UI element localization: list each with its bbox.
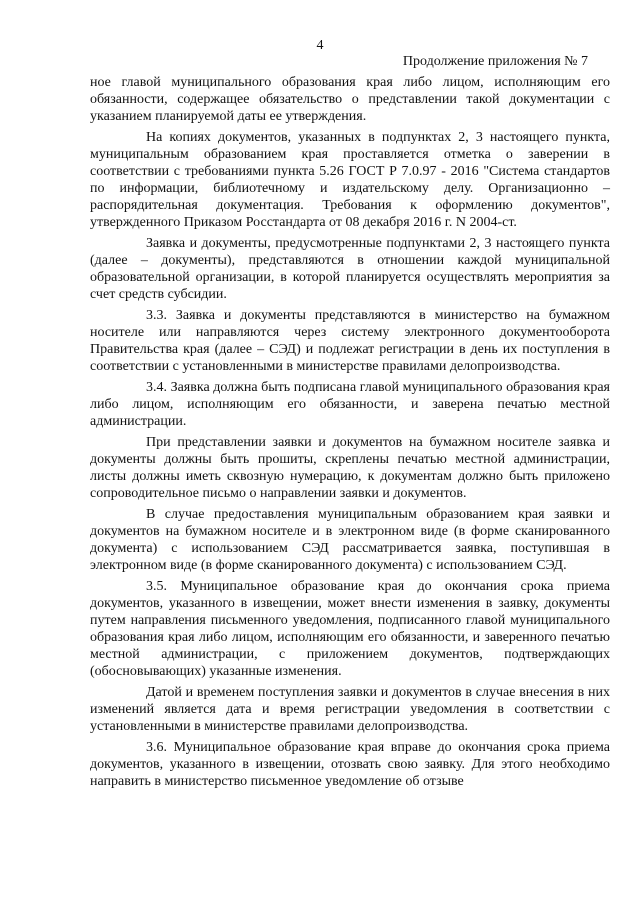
paragraph: 3.5. Муниципальное образование края до окончания срока приема документов, указанного в извещении, может внести изменения в заявку, документы путем направления письменного уведомления, подписанного главой муниципального образования края либо лицом, исполняющим его обязанности, и заверенного печатью местной администрации, с приложением документов, подтверждающих (обосновывающих) указанные изменения. — [90, 579, 610, 679]
page-number: 4 — [316, 38, 324, 53]
paragraph: Заявка и документы, предусмотренные подпунктами 2, 3 настоящего пункта (далее – документы), представляются в отношении каждой муниципальной образовательной организации, в которой планируется осуществлять мероприятия за счет средств субсидии. — [90, 236, 610, 302]
paragraph: 3.3. Заявка и документы представляются в министерство на бумажном носителе или направляются через систему электронного документооборота Правительства края (далее – СЭД) и подлежат регистрации в день их поступления в соответствии с установленными в министерстве правилами делопроизводства. — [90, 308, 610, 374]
document-body — [90, 74, 610, 794]
paragraph: 3.6. Муниципальное образование края вправе до окончания срока приема документов, указанного в извещении, отозвать свою заявку. Для этого необходимо направить в министерство письменное уведомление об отзыве — [90, 740, 610, 789]
paragraph: В случае предоставления муниципальным образованием края заявки и документов на бумажном носителе и в электронном виде (в форме сканированного документа) с использованием СЭД рассматривается заявка, поступившая в электронном виде (в форме сканированного документа) с использованием СЭД. — [90, 507, 610, 573]
paragraph: При представлении заявки и документов на бумажном носителе заявка и документы должны быть прошиты, скреплены печатью местной администрации, листы должны иметь сквозную нумерацию, к документам должно быть приложено сопроводительное письмо о направлении заявки и документов. — [90, 435, 610, 501]
paragraph: 3.4. Заявка должна быть подписана главой муниципального образования края либо лицом, исполняющим его обязанности, и заверена печатью местной администрации. — [90, 380, 610, 429]
paragraph: На копиях документов, указанных в подпунктах 2, 3 настоящего пункта, муниципальным образованием края проставляется отметка о заверении в соответствии с требованиями пункта 5.26 ГОСТ Р 7.0.97 - 2016 "Система стандартов по информации, библиотечному и издательскому делу. Организационно – распорядительная документация. Требования к оформлению документов", утвержденного Приказом Росстандарта от 08 декабря 2016 г. N 2004-ст. — [90, 130, 610, 230]
appendix-continuation-label: Продолжение приложения № 7 — [402, 54, 588, 69]
paragraph: Датой и временем поступления заявки и документов в случае внесения в них изменений является дата и время регистрации уведомления в соответствии с установленными в министерстве правилами делопроизводства. — [90, 685, 610, 734]
paragraph: ное главой муниципального образования края либо лицом, исполняющим его обязанности, содержащее обязательство о представлении такой документации с указанием планируемой даты ее утверждения. — [90, 75, 610, 124]
